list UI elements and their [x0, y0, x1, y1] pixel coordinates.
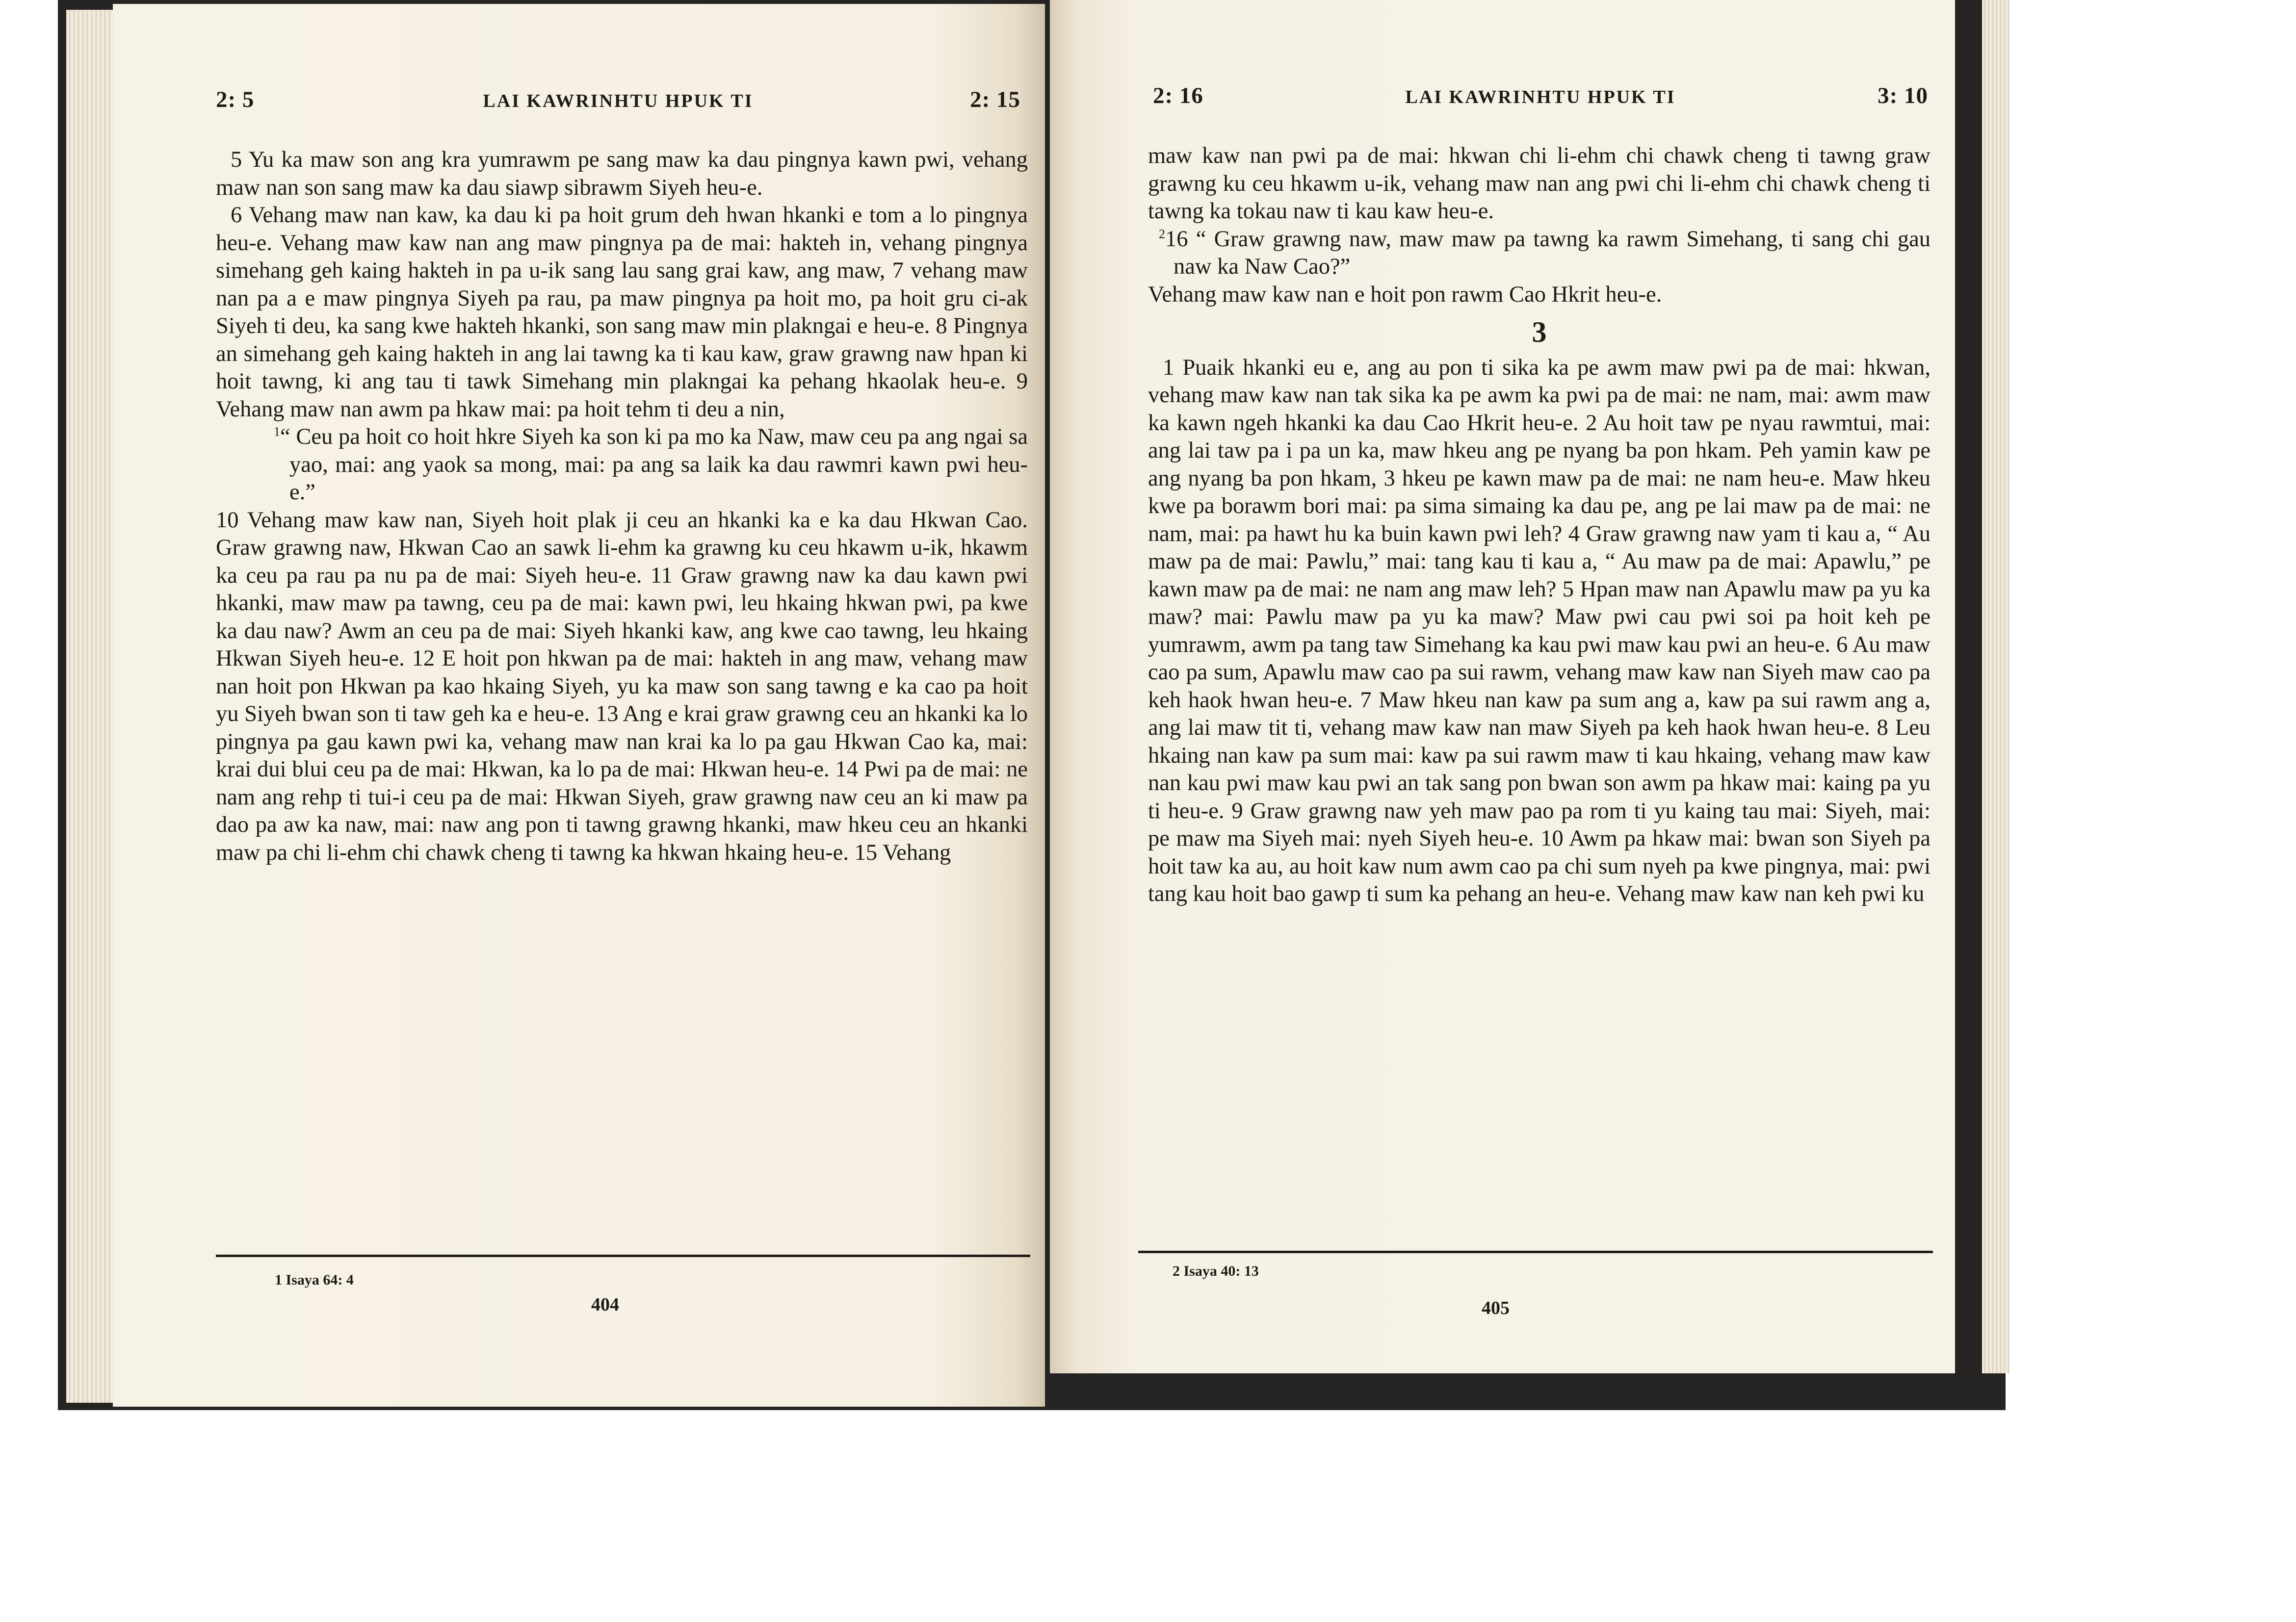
- right-header-ref-start: 2: 16: [1153, 83, 1203, 108]
- right-page: [1050, 0, 1955, 1373]
- continued-paragraph: maw kaw nan pwi pa de mai: hkwan chi li-ehm chi chawk cheng ti tawng graw grawng ku ceu hkawm u-ik, vehang maw nan ang pwi chi li-ehm chi chawk cheng ti tawng ka tokau naw ti kau kaw heu-e.: [1148, 143, 1931, 224]
- chapter-number: 3: [1532, 316, 1547, 348]
- left-header-ref-start: 2: 5: [216, 87, 255, 112]
- footnote: 2 Isaya 40: 13: [1173, 1263, 1259, 1279]
- left-header-ref-end: 2: 15: [970, 87, 1020, 112]
- footnote-marker: 2: [1159, 227, 1165, 241]
- right-header-title: LAI KAWRINHTU HPUK TI: [1405, 87, 1676, 107]
- page-number: 404: [591, 1294, 619, 1315]
- quotation-text: 16 “ Graw grawng naw, maw maw pa tawng ka rawm Simehang, ti sang chi gau naw ka Naw Cao?”: [1165, 226, 1931, 279]
- chapter-3-paragraph: 1 Puaik hkanki eu e, ang au pon ti sika ka pe awm maw pwi pa de mai: hkwan, vehang maw kaw nan tak sika ka pe awm ka pwi pa de mai: ne nam, mai: awm maw ka kawn ngeh hkanki ka dau Cao Hkrit heu-e. 2 Au hoit taw pe nyau rawmtui, mai: ang lai taw pa i pa un ka, maw hkeu ang pe nyang ba pon hkam. Peh yamin kaw pe ang nyang ba pon hkam, 3 hkeu pe kawn maw pa de mai: ne nam heu-e. Maw hkeu kwe pa borawm bori mai: pa sima simaing ka dau pe, ang pe lai maw pa de mai: ne nam, mai: pa hawt hu ka buin kawn pwi leh? 4 Graw grawng naw yam ti kau a, “ Au maw pa de mai: Pawlu,” mai: tang kau ti kau a, “ Au maw pa de mai: Apawlu,” pe kawn maw pa de mai: ne nam ang maw leh? 5 Hpan maw nan Apawlu maw pa yu ka maw? mai: Pawlu maw pa yu ka maw? Maw pwi cau pwi soi pa hoit keh pe yumrawm, awm pa tang taw Simehang ka kau pwi maw kau pwi an heu-e. 6 Au maw cao pa sum, Apawlu maw cao pa sui rawm, vehang maw kaw nan Siyeh maw cao pa keh haok hwan heu-e. 7 Maw hkeu nan kaw pa sum ang a, kaw pa sui rawm ang a, ang lai maw tit ti, vehang maw kaw nan maw Siyeh pa keh haok hwan heu-e. 8 Leu hkaing nan kaw pa sum mai: kaw pa sui rawm maw ti kau hkaing, vehang maw kaw nan kau pwi maw kau pwi an tak sang pon bwan son awm pa hkaw mai: kaing pa yu ti heu-e. 9 Graw grawng naw yeh maw pao pa rom ti yu kaing tau mai: Siyeh, mai: pe maw ma Siyeh mai: nyeh Siyeh heu-e. 10 Awm pa hkaw mai: bwan son Siyeh pa hoit taw ka au, au hoit kaw num awm cao pa chi sum nyeh pa kwe pingnya, mai: pwi tang kau hoit bao gawp ti sum ka pehang an heu-e. Vehang maw kaw nan keh pwi ku: [1148, 355, 1931, 906]
- right-header-ref-end: 3: 10: [1878, 83, 1928, 108]
- right-running-head: [1153, 82, 1928, 112]
- quotation-block: [274, 423, 1028, 507]
- verse-paragraph-after-quote: Vehang maw kaw nan e hoit pon rawm Cao Hkrit heu-e.: [1148, 282, 1662, 307]
- footnote: 1 Isaya 64: 4: [275, 1272, 354, 1288]
- verse-paragraph-10: 10 Vehang maw kaw nan, Siyeh hoit plak ji ceu an hkanki ka e ka dau Hkwan Cao. Graw grawng naw, Hkwan Cao an sawk li-ehm ka grawng ku ceu hkawm u-ik, hkawm ka ceu pa rau pa nu pa de mai: Siyeh heu-e. 11 Graw grawng naw ka dau kawn pwi hkanki, maw maw pa tawng, ceu pa de mai: kawn pwi, leu hkaing hkwan pwi, pa kwe ka dau naw? Awm an ceu pa de mai: Siyeh hkanki kaw, ang kwe cao tawng, leu hkaing Hkwan Siyeh heu-e. 12 E hoit pon hkwan pa de mai: hakteh in ang maw, vehang maw nan hoit pon Hkwan pa kao hkaing Siyeh, yu ka maw son sang tawng e ka cao pa hoit yu Siyeh bwan son ti taw geh ka e heu-e. 13 Ang e krai graw grawng ceu an hkanki ka lo pingnya pa gau kawn pwi ka, vehang maw nan krai ka lo pa gau Hkwan Cao ka, mai: krai dui blui ceu pa de mai: Hkwan, ka lo pa de mai: Hkwan heu-e. 14 Pwi pa de mai: ne nam ang rehp ti tui-i ceu pa de mai: Hkwan Siyeh, graw grawng naw ceu an ki maw pa dao pa aw ka naw, mai: naw ang pon ti tawng grawng hkanki, maw hkeu ceu an hkanki maw pa chi li-ehm chi chawk cheng ti tawng ka hkwan hkaing heu-e. 15 Vehang: [216, 507, 1028, 865]
- left-running-head: [216, 86, 1020, 116]
- page-number: 405: [1482, 1298, 1510, 1318]
- footnote-marker: 1: [274, 424, 280, 439]
- left-page: [113, 4, 1045, 1407]
- quotation-block: [1159, 226, 1931, 281]
- footnote-rule: [216, 1255, 1030, 1257]
- right-page-edges: [1982, 0, 2009, 1373]
- verse-paragraph-6: 6 Vehang maw nan kaw, ka dau ki pa hoit grum deh hwan hkanki e tom a lo pingnya heu-e. Vehang maw kaw nan ang maw pingnya pa de mai: hakteh in, vehang pingnya simehang geh kaing hakteh in pa u-ik sang lau sang grai kaw, ang maw, 7 vehang maw nan pa a e maw pingnya Siyeh pa rau, pa maw pingnya pa hoit mo, pa hoit gru ci-ak Siyeh ti deu, ka sang kwe hakteh hkanki, son sang maw min plakngai e heu-e. 8 Pingnya an simehang geh kaing hakteh in ang lai tawng ka ti kau kaw, graw grawng naw hpan ki hoit tawng, ki ang tau ti tawk Simehang min plakngai ka pehang hkaolak heu-e. 9 Vehang maw nan awm pa hkaw mai: pa hoit tehm ti deu a nin,: [216, 203, 1028, 422]
- left-page-body: [216, 146, 1028, 867]
- right-page-body: [1148, 142, 1931, 908]
- quotation-text: “ Ceu pa hoit co hoit hkre Siyeh ka son ki pa mo ka Naw, maw ceu pa ang ngai sa yao, mai: ang yaok sa mong, mai: pa ang sa laik ka dau rawmri kawn pwi heu-e.”: [280, 424, 1028, 505]
- left-header-title: LAI KAWRINHTU HPUK TI: [483, 91, 754, 111]
- verse-paragraph-5: 5 Yu ka maw son ang kra yumrawm pe sang maw ka dau pingnya kawn pwi, vehang maw nan son sang maw ka dau siawp sibrawm Siyeh heu-e.: [216, 147, 1028, 200]
- footnote-rule: [1138, 1251, 1933, 1253]
